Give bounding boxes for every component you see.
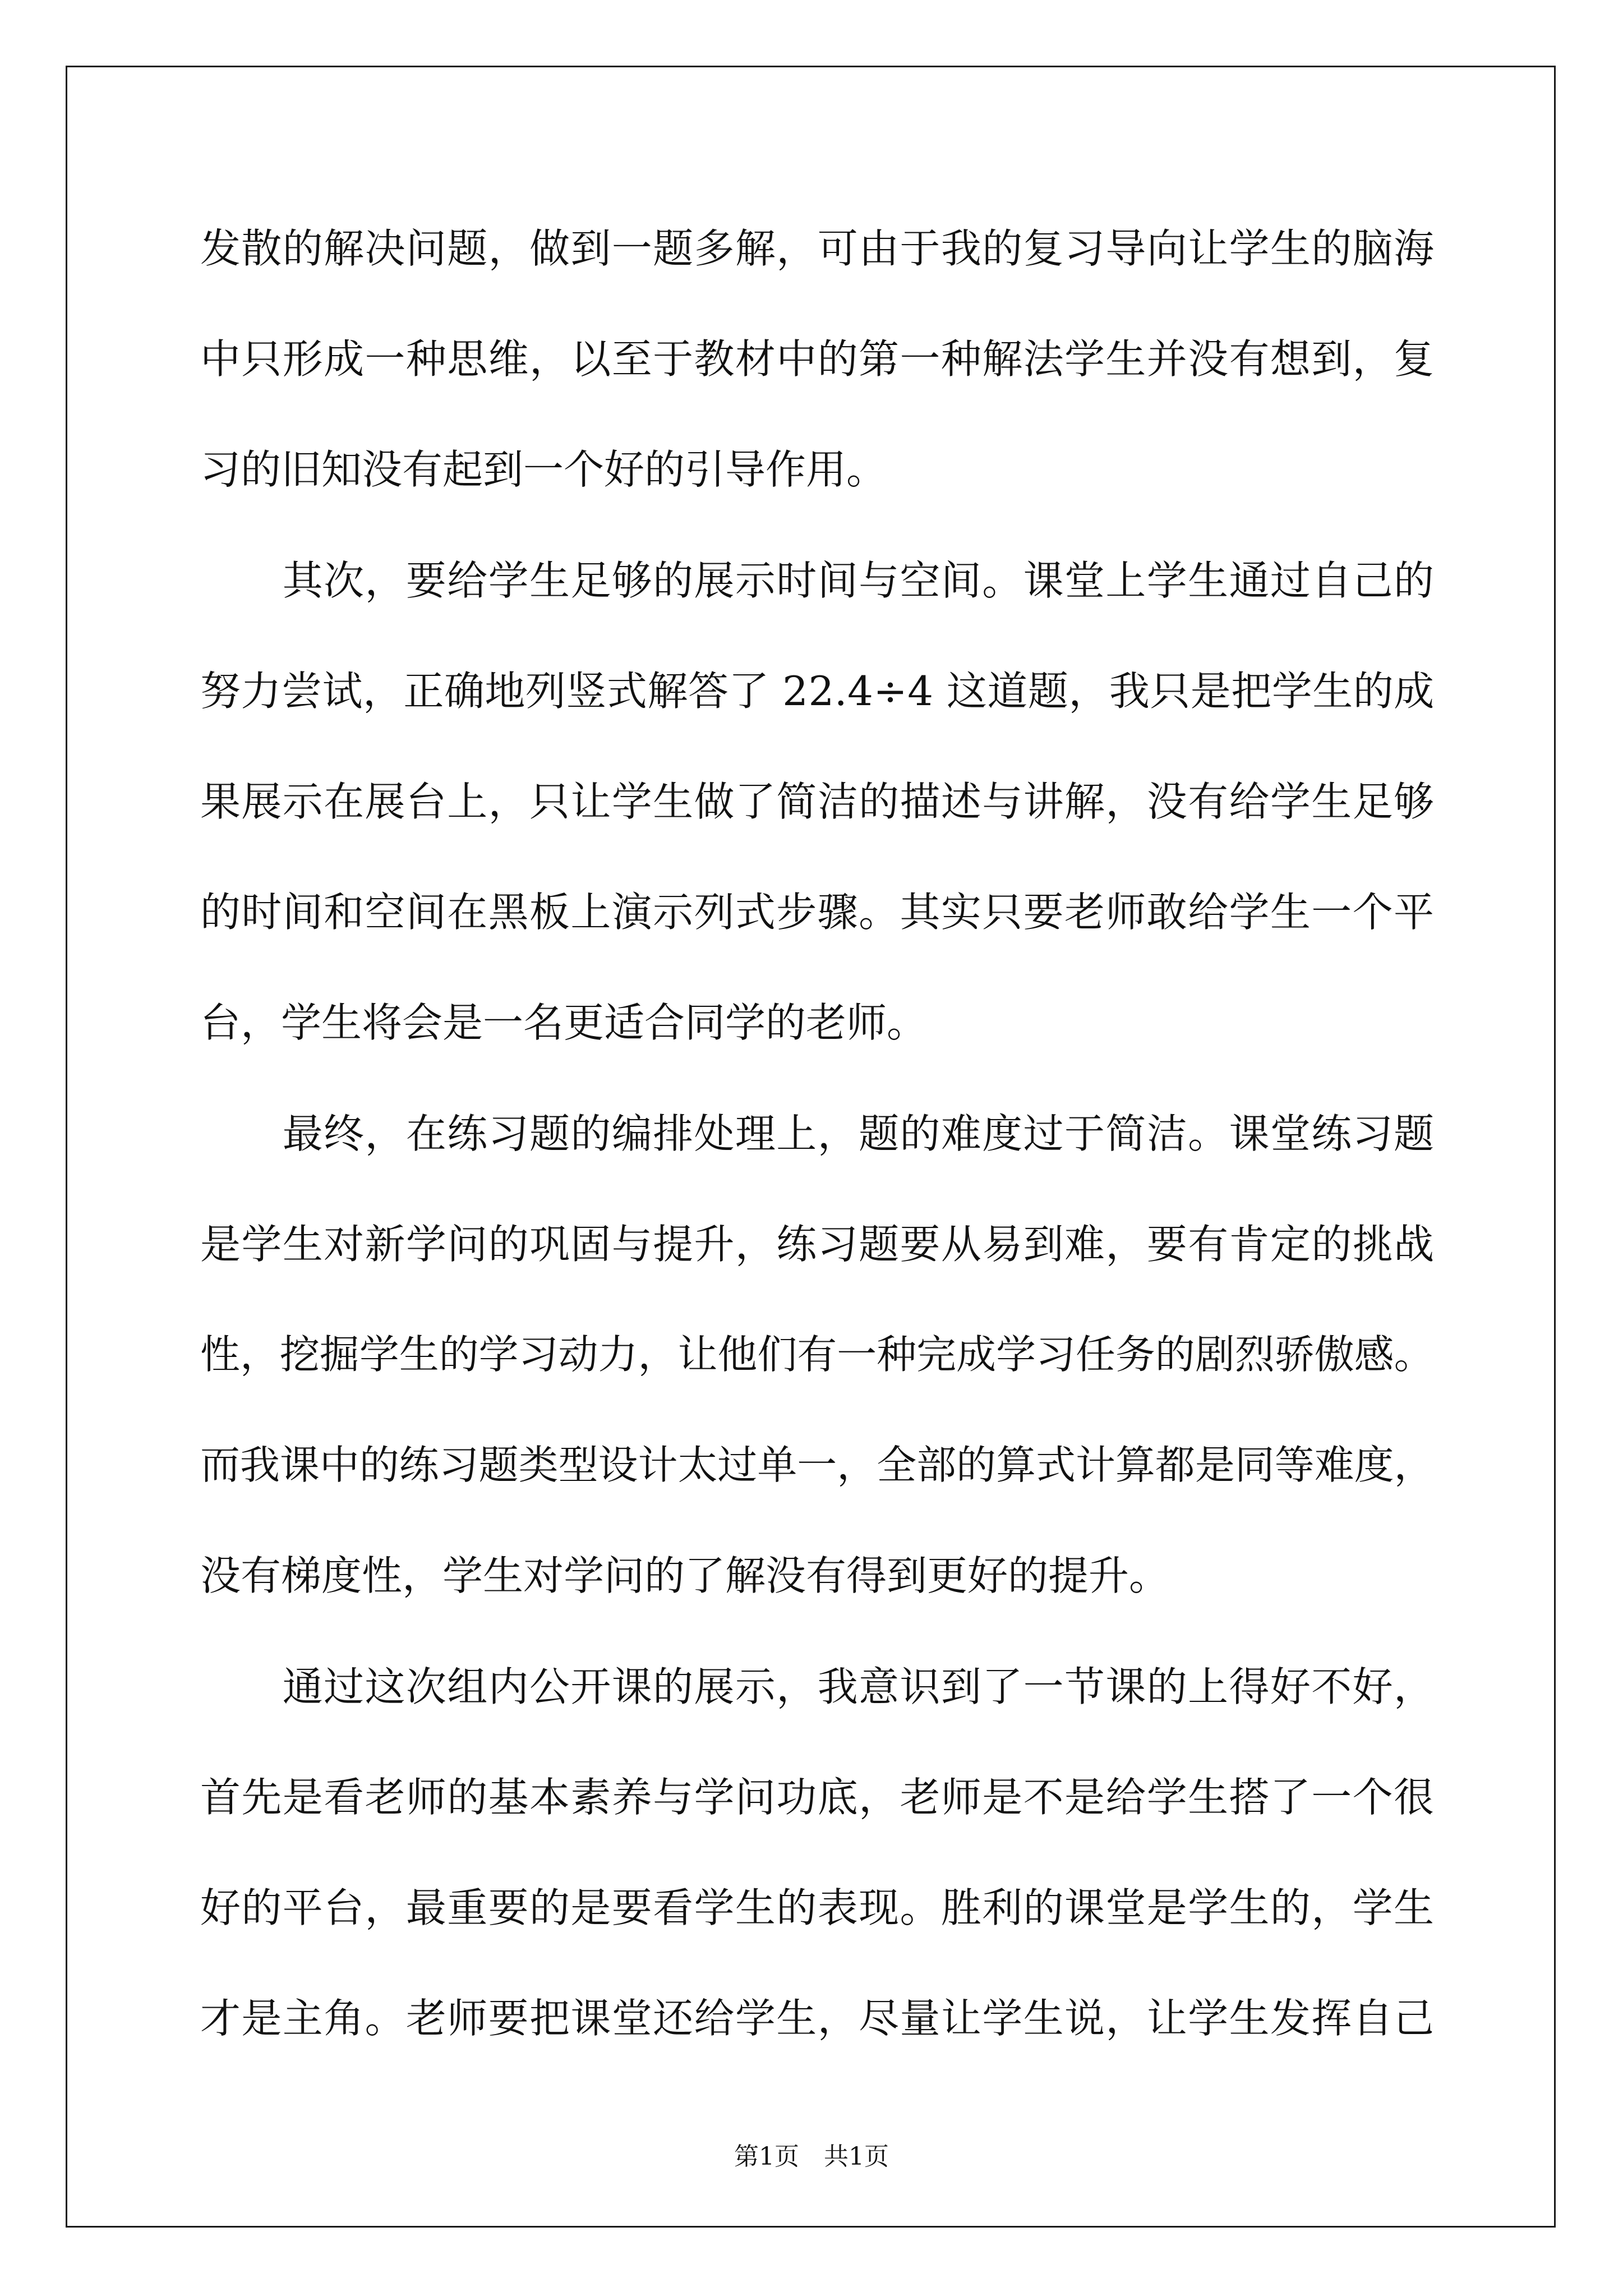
text-line: 性，挖掘学生的学习动力，让他们有一种完成学习任务的剧烈骄傲感。 bbox=[200, 1331, 1434, 1378]
text-line: 发散的解决问题，做到一题多解，可由于我的复习导向让学生的脑海 bbox=[200, 225, 1435, 272]
text-line: 好的平台，最重要的是要看学生的表现。胜利的课堂是学生的，学生 bbox=[200, 1884, 1435, 1931]
text-line: 首先是看老师的基本素养与学问功底，老师是不是给学生搭了一个很 bbox=[200, 1774, 1435, 1821]
text-line: 才是主角。老师要把课堂还给学生，尽量让学生说，让学生发挥自己 bbox=[200, 1995, 1435, 2042]
text-line: 是学生对新学问的巩固与提升，练习题要从易到难，要有肯定的挑战 bbox=[200, 1221, 1435, 1268]
text-line: 果展示在展台上，只让学生做了简洁的描述与讲解，没有给学生足够 bbox=[200, 778, 1435, 825]
text-line: 习的旧知没有起到一个好的引导作用。 bbox=[200, 446, 887, 493]
text-line: 的时间和空间在黑板上演示列式步骤。其实只要老师敢给学生一个平 bbox=[200, 889, 1435, 936]
text-line: 台，学生将会是一名更适合同学的老师。 bbox=[200, 999, 928, 1046]
text-line: 努力尝试，正确地列竖式解答了 22.4÷4 这道题，我只是把学生的成 bbox=[200, 668, 1435, 715]
text-line: 最终，在练习题的编排处理上，题的难度过于简洁。课堂练习题 bbox=[200, 1110, 1435, 1157]
text-line: 其次，要给学生足够的展示时间与空间。课堂上学生通过自己的 bbox=[200, 557, 1435, 604]
text-line: 中只形成一种思维，以至于教材中的第一种解法学生并没有想到，复 bbox=[200, 335, 1435, 383]
text-line: 没有梯度性，学生对学问的了解没有得到更好的提升。 bbox=[200, 1552, 1170, 1599]
page-number-footer: 第1页 共1页 bbox=[734, 2142, 889, 2171]
text-line: 而我课中的练习题类型设计太过单一，全部的算式计算都是同等难度， bbox=[200, 1442, 1434, 1488]
text-line: 通过这次组内公开课的展示，我意识到了一节课的上得好不好， bbox=[200, 1663, 1435, 1710]
